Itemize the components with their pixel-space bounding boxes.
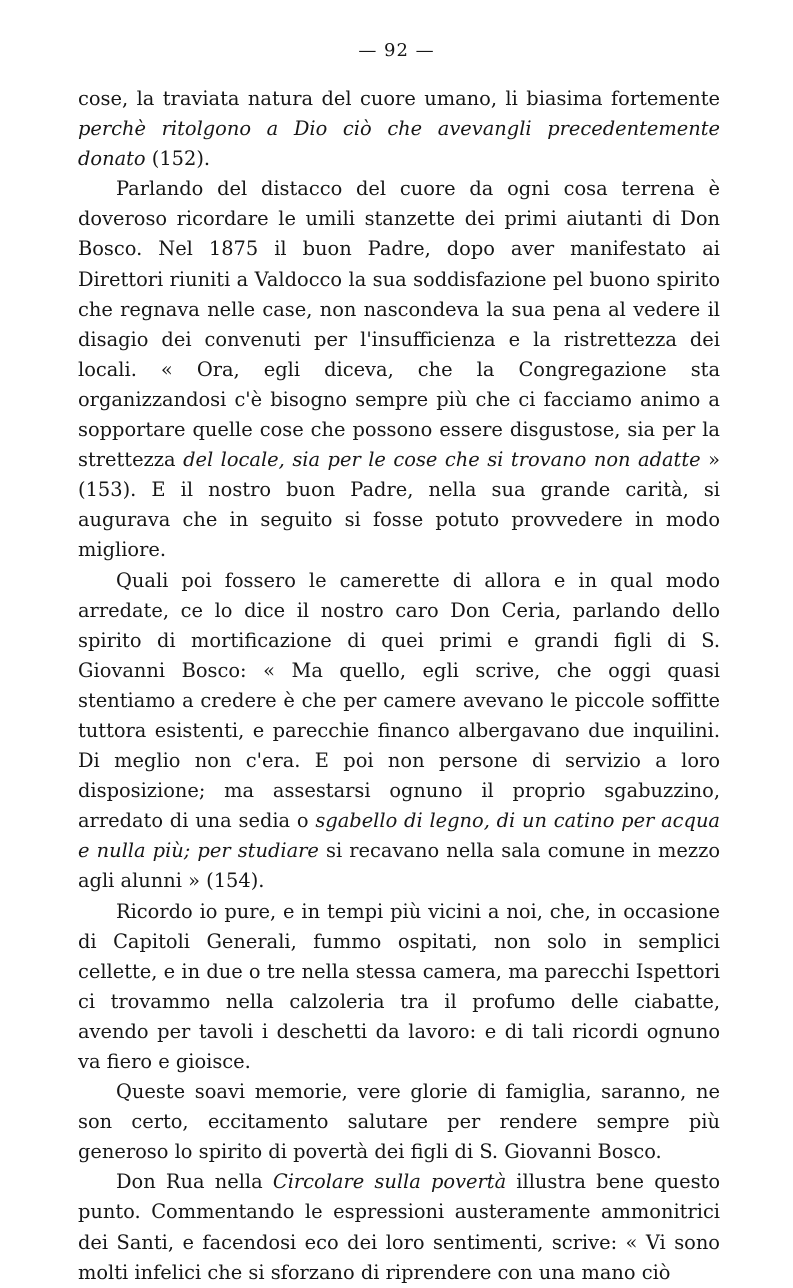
paragraph-4 [78, 897, 720, 1078]
text-segment: cose, la traviata natura del cuore umano, li biasima fortemente [78, 87, 720, 110]
text-segment: Don Rua nella [116, 1170, 273, 1194]
italic-segment: sgabello di legno, di un catino per acqua e nulla più; per studiare [78, 809, 720, 863]
text-segment: » (153). E il nostro buon Padre, nella sua grande carità, si augurava che in seguito si fosse potuto provvedere in modo migliore. [78, 448, 720, 562]
text-segment: Parlando del distacco del cuore da ogni cosa terrena è doveroso ricordare le umili stanzette dei primi aiutanti di Don Bosco. Nel 1875 il buon Padre, dopo aver manifestato ai Direttori riuniti a Valdocco la sua soddisfazione pel buono spirito che regnava nelle case, non nascondeva la sua pena al vedere il disagio dei convenuti per l'insufficienza e la ristrettezza dei locali. « Ora, egli diceva, che la Congregazione sta organizzandosi c'è bisogno sempre più che ci facciamo animo a sopportare quelle cose che possono essere disgustose, sia per la strettezza [78, 177, 720, 472]
text-segment: Ricordo io pure, e in tempi più vicini a noi, che, in occasione di Capitoli Generali, fummo ospitati, non solo in semplici cellette, e in due o tre nella stessa camera, ma parecchi Ispettori ci trovammo nella calzoleria tra il profumo delle ciabatte, avendo per tavoli i deschetti da lavoro: e di tali ricordi ognuno va fiero e gioisce. [78, 899, 720, 1073]
text-segment: (152). [145, 147, 211, 171]
body-text [78, 84, 720, 1288]
italic-segment: perchè ritolgono a Dio ciò che avevangli precedentemente donato [78, 117, 720, 171]
italic-segment: Circolare sulla povertà [272, 1170, 507, 1194]
paragraph-1 [78, 84, 720, 174]
paragraph-5 [78, 1077, 720, 1167]
text-segment: si recavano nella sala comune in mezzo agli alunni » (154). [78, 839, 721, 893]
text-segment: Queste soavi memorie, vere glorie di famiglia, saranno, ne son certo, eccitamento salutare per rendere sempre più generoso lo spirito di povertà dei figli di S. Giovanni Bosco. [78, 1080, 720, 1164]
text-segment: illustra bene questo punto. Commentando le espressioni austeramente ammonitrici dei Santi, e facendosi eco dei loro sentimenti, scrive: « Vi sono molti infelici che si sforzano di riprendere con una mano ciò [78, 1170, 720, 1284]
paragraph-6 [78, 1167, 720, 1287]
italic-segment: del locale, sia per le cose che si trovano non adatte [183, 448, 701, 472]
page-number: — 92 — [358, 40, 435, 61]
text-segment: Quali poi fossero le camerette di allora e in qual modo arredate, ce lo dice il nostro caro Don Ceria, parlando dello spirito di mortificazione di quei primi e grandi figli di S. Giovanni Bosco: « Ma quello, egli scrive, che oggi quasi stentiamo a credere è che per camere avevano le piccole soffitte tuttora esistenti, e parecchie financo albergavano due inquilini. Di meglio non c'era. E poi non persone di servizio a loro disposizione; ma assestarsi ognuno il proprio sgabuzzino, arredato di una sedia o [78, 568, 720, 833]
paragraph-2 [78, 174, 720, 565]
paragraph-3 [78, 566, 720, 897]
